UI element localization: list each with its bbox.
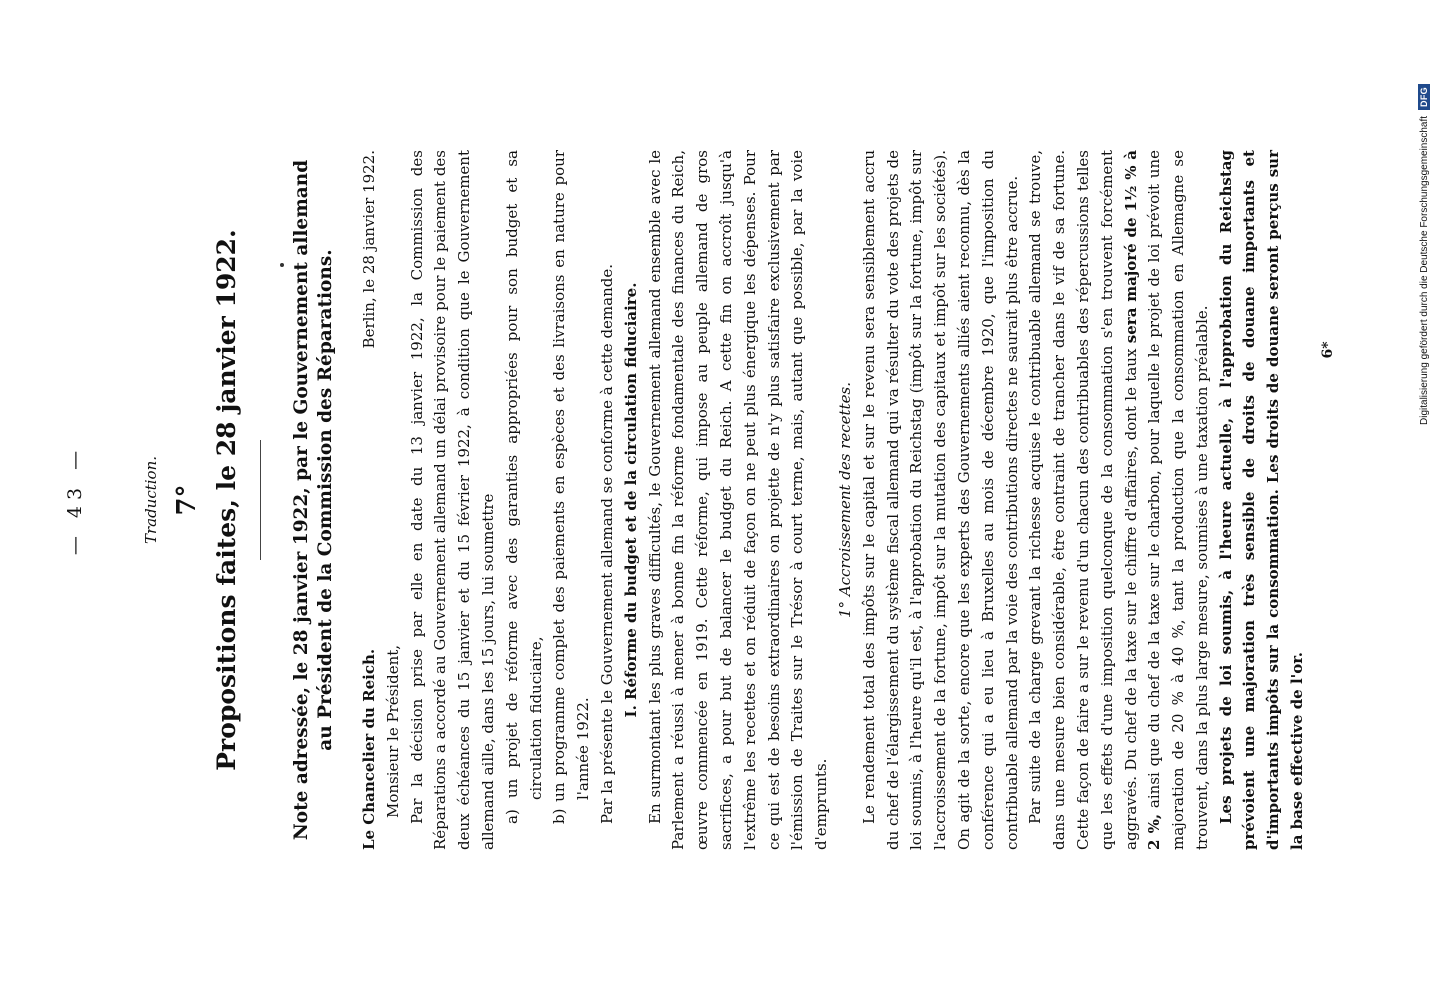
list-item-b: b) un programme complet des paiements en espèces et des livraisons en nature pour l'année 1922.	[550, 150, 593, 824]
digitization-credit	[1415, 25, 1433, 425]
sender: Le Chancelier du Reich.	[360, 648, 378, 850]
paragraph-reform: En surmontant les plus graves difficultés, le Gouvernement allemand ensemble avec le Parlement a réussi à mener à bonne fin la réforme fondamentale des finances du Reich, œuvre commencée en 1919. Cette réforme, qui impose au peuple allemand de gros sacrifices, a pour but de balancer le budget du Reich. A cette fin on accroît jusqu'à l'extrême les recettes et on réduit de façon on ne peut plus énergique les dépenses. Pour ce qui est de besoins extraordinaires on projette de n'y plus satisfaire exclusivement par l'émission de Traites sur le Trésor à court terme, mais, autant que possible, par la voie d'emprunts.	[645, 150, 831, 850]
paragraph-revenue: Le rendement total des impôts sur le capital et sur le revenu sera sensiblement accru du chef de l'élargissement du système fiscal allemand qui va résulter du vote des projets de loi soumis, à l'heure qu'il est, à l'approbation du Reichstag (impôt sur la fortune, impôt sur l'accroissement de la fortune, impôt sur la mutation des capitaux et impôt sur les sociétés). On agit de la sorte, encore que les experts des Gouvernements alliés aient reconnu, dès la conférence qui a eu lieu à Bruxelles au mois de décembre 1920, que l'imposition du contribuable allemand par la voie des contributions directes ne saurait plus être accrue.	[859, 150, 1021, 850]
paragraph-conform: Par la présente le Gouvernement allemand se conforme à cette demande.	[597, 263, 616, 824]
divider	[260, 440, 261, 560]
charge-text-c: ainsi que du chef de la taxe sur le charbon, pour laquelle le projet de loi prévoit une majoration de 20 % à 40 %, tant la production que la consommation en Allemagne se trouvent, dans la plus large mesure, soumises à une taxation préalable.	[1145, 150, 1211, 850]
translation-label: Traduction.	[142, 455, 160, 545]
sender-line	[358, 150, 382, 850]
place-date: Berlin, le 28 janvier 1922.	[360, 150, 378, 349]
list-item-a: a) un projet de réforme avec des garanties appropriées pour son budget et sa circulation fiduciaire,	[502, 150, 545, 824]
print-speck	[280, 263, 284, 267]
credit-text: Digitalisierung gefördert durch die Deutsche Forschungsgemeinschaft	[1418, 115, 1430, 425]
note-heading: Note adressée, le 28 janvier 1922, par le Gouvernement allemand au Président de la Commission des Réparations.	[291, 159, 336, 841]
page-number: — 43 —	[64, 444, 86, 556]
customs-text-b: une majoration très sensible de droits de douane importants et d'importants impôts sur la consommation. Les droits de douane seront perçus sur la base effective de l'or.	[1240, 150, 1307, 850]
dfg-logo: DFG	[1418, 84, 1430, 110]
charge-text-b: sera majoré de 1½ % à 2 %,	[1121, 150, 1164, 850]
signature-mark: 6*	[1320, 341, 1336, 359]
charge-text-a: Par suite de la charge grevant la richesse acquise le contribuable allemand se trouve, dans une mesure bien considérable, être contraint de trancher dans le vif de sa fortune. Cette façon de faire a sur le revenu d'un chacun des contribuables des répercussions telles que les effets d'une imposition quelconque de la consommation s'en trouvent forcément aggravés. Du chef de la taxe sur le chiffre d'affaires, dont le taux	[1026, 150, 1140, 850]
page-title: Propositions faites, le 28 janvier 1922.	[212, 229, 241, 771]
paragraph-intro: Par la décision prise par elle en date du 13 janvier 1922, la Commission des Réparations a accordé au Gouvernement allemand un délai provisoire pour le paiement des deux échéances du 15 janvier et du 15 février 1922, à condition que le Gouvernement allemand aille, dans les 15 jours, lui soumettre	[407, 150, 497, 850]
customs-text-a: Les projets de loi soumis, à l'heure actuelle, à l'approbation du Reichstag prévoient	[1216, 150, 1259, 850]
paragraph-charge	[1024, 150, 1214, 850]
document-number: 7°	[172, 484, 202, 516]
paragraph-customs	[1215, 150, 1310, 850]
letter-body	[358, 150, 1310, 850]
section-heading: I. Réforme du budget et de la circulation fiduciaire.	[621, 282, 640, 718]
salutation: Monsieur le Président,	[383, 644, 402, 818]
subsection-heading: 1° Accroissement des recettes.	[835, 382, 854, 618]
